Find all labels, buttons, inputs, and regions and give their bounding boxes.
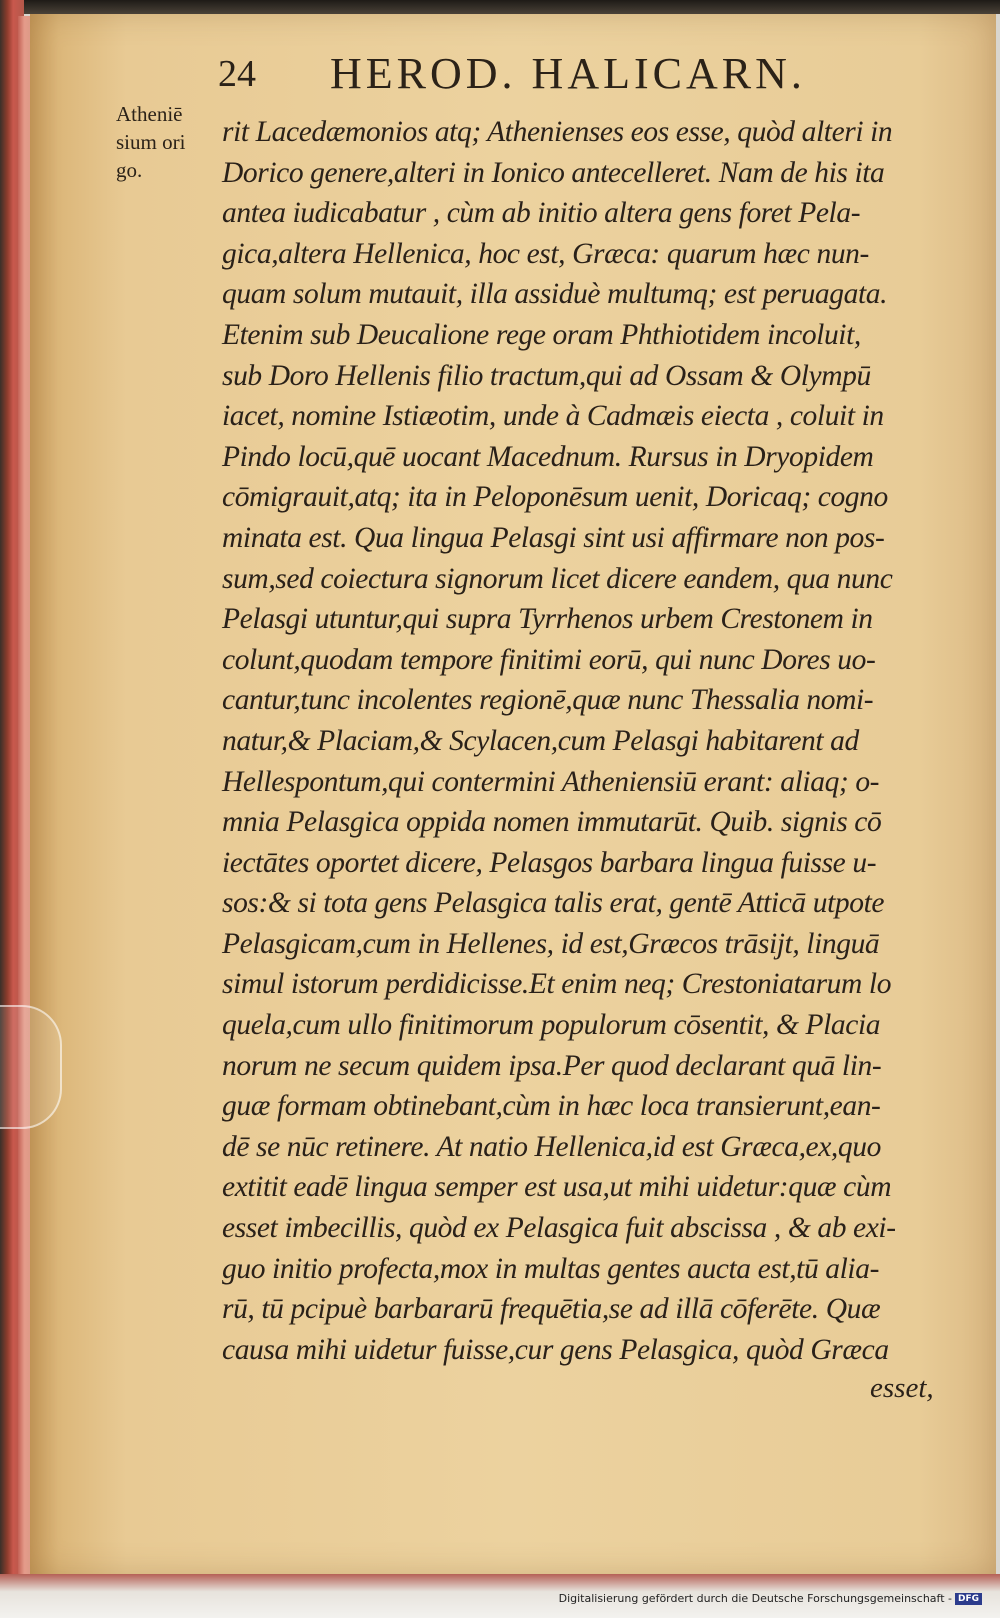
text-line: esset imbecillis, quòd ex Pelasgica fuit abscissa , & ab exi- (222, 1212, 896, 1245)
text-line: simul istorum perdidicisse.Et enim neq; Crestoniatarum lo (222, 968, 892, 1001)
text-line: extitit eadē lingua semper est usa,ut mihi uidetur:quæ cùm (222, 1171, 892, 1204)
text-line: iacet, nomine Istiæotim, unde à Cadmæis eiecta , coluit in (222, 400, 884, 433)
page-clip (0, 1005, 62, 1129)
margin-note (116, 100, 216, 184)
text-line: guæ formam obtinebant,cùm in hæc loca transierunt,ean- (222, 1090, 881, 1123)
text-line: gica,altera Hellenica, hoc est, Græca: quarum hæc nun- (222, 237, 869, 270)
running-head: HEROD. HALICARN. (330, 49, 806, 98)
page-number: 24 (218, 53, 256, 95)
text-line: mnia Pelasgica oppida nomen immutarūt. Quib. signis cō (222, 806, 882, 839)
margin-note-line: go. (116, 158, 143, 182)
text-line: quela,cum ullo finitimorum populorum cōsentit, & Placia (222, 1009, 881, 1042)
scanner-top-edge (0, 0, 1000, 14)
text-line: Pindo locū,quē uocant Macednum. Rursus in Dryopidem (222, 440, 874, 473)
margin-note-line: sium ori (116, 130, 186, 154)
text-line: Etenim sub Deucalione rege oram Phthiotidem incoluit, (222, 318, 861, 351)
text-line: sos:& si tota gens Pelasgica talis erat, gentē Atticā utpote (222, 887, 885, 920)
text-line: Hellespontum,qui contermini Atheniensiū erant: aliaq; o- (222, 765, 880, 798)
dfg-logo: DFG (955, 1593, 982, 1605)
text-line: rit Lacedæmonios atq; Athenienses eos esse, quòd alteri in (222, 116, 893, 148)
text-line: quam solum mutauit, illa assiduè multumq; est peruagata. (222, 278, 888, 311)
text-line: Pelasgicam,cum in Hellenes, id est,Græcos trāsijt, linguā (222, 927, 880, 960)
text-line: guo initio profecta,mox in multas gentes aucta est,tū alia- (222, 1252, 880, 1285)
text-line: colunt,quodam tempore finitimi eorū, qui nunc Dores uo- (222, 643, 876, 676)
credit-text: Digitalisierung gefördert durch die Deutsche Forschungsgemeinschaft - (558, 1592, 952, 1605)
text-line: norum ne secum quidem ipsa.Per quod declarant quā lin- (222, 1049, 882, 1082)
text-line: dē se nūc retinere. At natio Hellenica,id est Græca,ex,quo (222, 1130, 881, 1163)
text-line: causa mihi uidetur fuisse,cur gens Pelasgica, quòd Græca (222, 1333, 889, 1366)
text-line: Pelasgi utuntur,qui supra Tyrrhenos urbem Crestonem in (222, 603, 873, 636)
text-line: antea iudicabatur , cùm ab initio altera gens foret Pela- (222, 197, 861, 230)
catchword: esset, (870, 1372, 934, 1404)
text-line: rū, tū pcipuè barbararū frequētia,se ad illā cōferēte. Quæ (222, 1293, 881, 1326)
text-line: sum,sed coiectura signorum licet dicere eandem, qua nunc (222, 562, 893, 595)
text-line: natur,& Placiam,& Scylacen,cum Pelasgi habitarent ad (222, 724, 859, 757)
digitization-credit (559, 1592, 982, 1605)
text-line: minata est. Qua lingua Pelasgi sint usi affirmare non pos- (222, 521, 885, 554)
text-line: sub Doro Hellenis filio tractum,qui ad Ossam & Olympū (222, 359, 871, 392)
text-line: cōmigrauit,atq; ita in Peloponēsum uenit, Doricaq; cogno (222, 481, 888, 514)
body-text (222, 112, 942, 1370)
margin-note-line: Atheniē (116, 102, 183, 126)
text-line: Dorico genere,alteri in Ionico antecelleret. Nam de his ita (222, 156, 885, 189)
text-line: iectātes oportet dicere, Pelasgos barbara lingua fuisse u- (222, 846, 877, 879)
text-line: cantur,tunc incolentes regionē,quæ nunc Thessalia nomi- (222, 684, 874, 717)
